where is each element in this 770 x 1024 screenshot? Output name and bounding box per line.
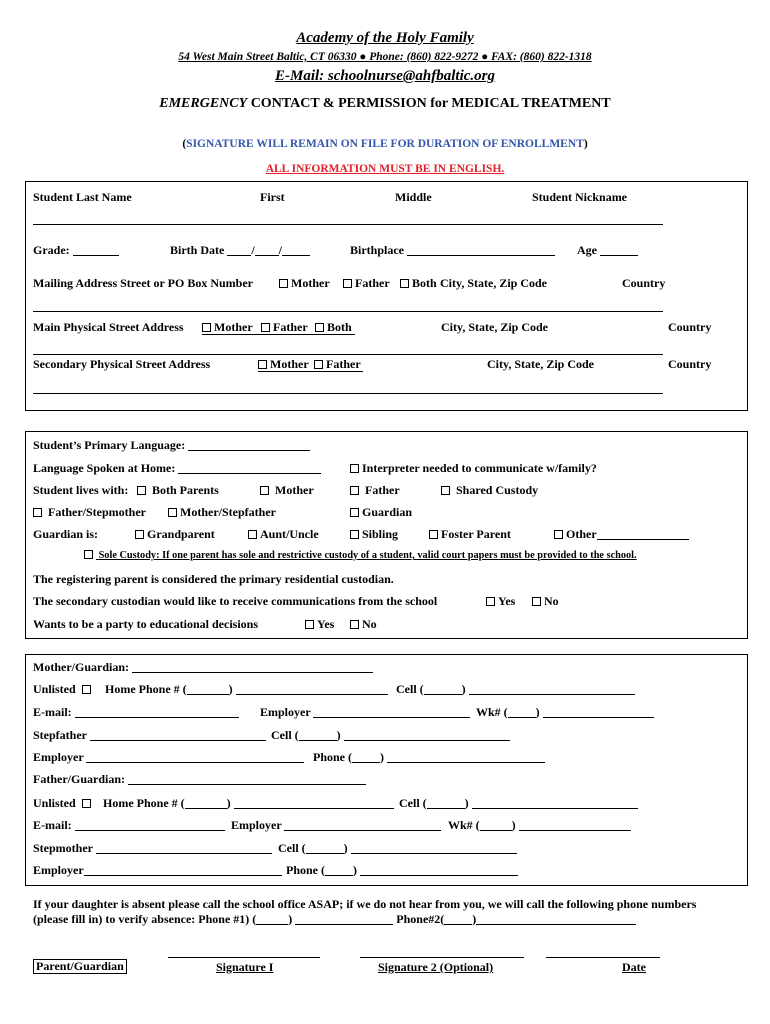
- checkbox-icon: [350, 530, 359, 539]
- label-signature1: Signature I: [216, 960, 274, 974]
- grade-field[interactable]: Grade:: [33, 243, 119, 258]
- label-secondary-city: City, State, Zip Code: [487, 357, 595, 371]
- mailing-both-checkbox[interactable]: Both: [400, 276, 437, 291]
- mailing-address-line[interactable]: [33, 311, 663, 312]
- father-stepmother-checkbox[interactable]: Father/Stepmother: [33, 505, 146, 520]
- label-main-city: City, State, Zip Code: [441, 320, 549, 334]
- father-home-phone-field[interactable]: Home Phone # ( ): [103, 796, 394, 811]
- main-both-checkbox[interactable]: Both: [315, 320, 352, 335]
- sibling-checkbox[interactable]: Sibling: [350, 527, 398, 542]
- checkbox-icon: [261, 323, 270, 332]
- father-guardian-field[interactable]: Father/Guardian:: [33, 772, 366, 787]
- secondary-physical-line[interactable]: [33, 393, 663, 394]
- mother-cell-field[interactable]: Cell ( ): [396, 682, 635, 697]
- label-mailing-city: City, State, Zip Code: [440, 276, 548, 290]
- checkbox-icon: [168, 508, 177, 517]
- label-parent-guardian: Parent/Guardian: [33, 959, 127, 974]
- label-secondary-physical: Secondary Physical Street Address: [33, 357, 211, 371]
- checkbox-icon: [350, 464, 359, 473]
- school-email: E-Mail: schoolnurse@ahfbaltic.org: [274, 68, 495, 84]
- absence-note-line1: If your daughter is absent please call the school office ASAP; if we do not hear from you, we will call the following phone numbers: [33, 897, 697, 911]
- form-title: EMERGENCY CONTACT & PERMISSION for MEDICAL TREATMENT: [159, 96, 611, 111]
- secondary-custodian-yes[interactable]: Yes: [486, 594, 515, 609]
- student-name-line[interactable]: [33, 224, 663, 225]
- primary-language-field[interactable]: Student’s Primary Language:: [33, 438, 310, 453]
- sole-custody-checkbox[interactable]: Sole Custody: If one parent has sole and restrictive custody of a student, valid court papers must be provided to the school.: [84, 550, 637, 561]
- mother-employer-field[interactable]: Employer: [260, 705, 470, 720]
- label-party-decisions: Wants to be a party to educational decisions: [33, 617, 259, 631]
- stepmother-phone-field[interactable]: Phone ( ): [286, 863, 518, 878]
- checkbox-icon: [84, 550, 93, 559]
- checkbox-icon: [260, 486, 269, 495]
- father-work-phone-field[interactable]: Wk# ( ): [448, 818, 631, 833]
- mother-work-phone-field[interactable]: Wk# ( ): [476, 705, 654, 720]
- student-info-box: [25, 181, 748, 411]
- checkbox-icon: [400, 279, 409, 288]
- lives-father-checkbox[interactable]: Father: [350, 483, 400, 498]
- checkbox-icon: [314, 360, 323, 369]
- label-date: Date: [622, 960, 646, 974]
- father-employer-field[interactable]: Employer: [231, 818, 441, 833]
- main-mother-checkbox[interactable]: Mother: [202, 320, 253, 335]
- checkbox-icon: [343, 279, 352, 288]
- birth-date-field[interactable]: Birth Date / /: [170, 243, 310, 258]
- grandparent-checkbox[interactable]: Grandparent: [135, 527, 215, 542]
- father-cell-field[interactable]: Cell ( ): [399, 796, 638, 811]
- secondary-custodian-no[interactable]: No: [532, 594, 559, 609]
- spoken-home-field[interactable]: Language Spoken at Home:: [33, 461, 321, 476]
- registering-parent-note: The registering parent is considered the primary residential custodian.: [33, 572, 394, 586]
- main-physical-line[interactable]: [33, 354, 663, 355]
- main-choice-underline: [202, 334, 355, 335]
- label-mailing-address: Mailing Address Street or PO Box Number: [33, 276, 253, 290]
- checkbox-icon: [350, 620, 359, 629]
- label-middle: Middle: [395, 190, 432, 204]
- lives-mother-checkbox[interactable]: Mother: [260, 483, 314, 498]
- english-note: ALL INFORMATION MUST BE IN ENGLISH.: [265, 163, 505, 175]
- interpreter-checkbox[interactable]: Interpreter needed to communicate w/family?: [350, 461, 597, 476]
- mother-stepfather-checkbox[interactable]: Mother/Stepfather: [168, 505, 276, 520]
- aunt-uncle-checkbox[interactable]: Aunt/Uncle: [248, 527, 319, 542]
- signature1-line[interactable]: [168, 957, 320, 958]
- checkbox-icon: [82, 799, 91, 808]
- mother-guardian-field[interactable]: Mother/Guardian:: [33, 660, 373, 675]
- other-checkbox[interactable]: Other: [554, 527, 689, 542]
- checkbox-icon: [429, 530, 438, 539]
- secondary-choice-underline: [258, 371, 363, 372]
- stepfather-field[interactable]: Stepfather: [33, 728, 266, 743]
- label-secondary-country: Country: [668, 357, 712, 371]
- label-secondary-custodian: The secondary custodian would like to receive communications from the school: [33, 594, 438, 608]
- date-line[interactable]: [546, 957, 660, 958]
- checkbox-icon: [305, 620, 314, 629]
- label-lives-with: Student lives with:: [33, 483, 129, 497]
- mother-home-phone-field[interactable]: Home Phone # ( ): [105, 682, 388, 697]
- main-father-checkbox[interactable]: Father: [261, 320, 308, 335]
- mailing-mother-checkbox[interactable]: Mother: [279, 276, 330, 291]
- checkbox-icon: [258, 360, 267, 369]
- party-decisions-yes[interactable]: Yes: [305, 617, 334, 632]
- signature2-line[interactable]: [360, 957, 524, 958]
- mother-unlisted-checkbox[interactable]: Unlisted: [33, 682, 94, 697]
- checkbox-icon: [554, 530, 563, 539]
- shared-custody-checkbox[interactable]: Shared Custody: [441, 483, 538, 498]
- father-email-field[interactable]: E-mail:: [33, 818, 225, 833]
- label-mailing-country: Country: [622, 276, 666, 290]
- stepmother-cell-field[interactable]: Cell ( ): [278, 841, 517, 856]
- secondary-father-checkbox[interactable]: Father: [314, 357, 361, 372]
- checkbox-icon: [486, 597, 495, 606]
- party-decisions-no[interactable]: No: [350, 617, 377, 632]
- checkbox-icon: [532, 597, 541, 606]
- label-main-physical: Main Physical Street Address: [33, 320, 184, 334]
- mother-email-field[interactable]: E-mail:: [33, 705, 239, 720]
- checkbox-icon: [202, 323, 211, 332]
- label-first: First: [260, 190, 285, 204]
- school-address: 54 West Main Street Baltic, CT 06330 ● Phone: (860) 822-9272 ● FAX: (860) 822-1318: [178, 51, 592, 63]
- age-field[interactable]: Age: [577, 243, 638, 258]
- father-unlisted-checkbox[interactable]: Unlisted: [33, 796, 94, 811]
- checkbox-icon: [350, 508, 359, 517]
- label-signature2: Signature 2 (Optional): [378, 960, 494, 974]
- checkbox-icon: [137, 486, 146, 495]
- label-main-country: Country: [668, 320, 712, 334]
- stepfather-cell-field[interactable]: Cell ( ): [271, 728, 510, 743]
- label-nickname: Student Nickname: [532, 190, 628, 204]
- both-parents-checkbox[interactable]: Both Parents: [137, 483, 219, 498]
- checkbox-icon: [315, 323, 324, 332]
- checkbox-icon: [441, 486, 450, 495]
- checkbox-icon: [350, 486, 359, 495]
- stepmother-field[interactable]: Stepmother: [33, 841, 272, 856]
- signature-note: (SIGNATURE WILL REMAIN ON FILE FOR DURATION OF ENROLLMENT): [182, 138, 588, 150]
- foster-parent-checkbox[interactable]: Foster Parent: [429, 527, 511, 542]
- checkbox-icon: [248, 530, 257, 539]
- school-name: Academy of the Holy Family: [296, 30, 474, 46]
- checkbox-icon: [82, 685, 91, 694]
- label-guardian-is: Guardian is:: [33, 527, 99, 541]
- stepfather-phone-field[interactable]: Phone ( ): [313, 750, 545, 765]
- checkbox-icon: [33, 508, 42, 517]
- checkbox-icon: [279, 279, 288, 288]
- secondary-mother-checkbox[interactable]: Mother: [258, 357, 309, 372]
- birthplace-field[interactable]: Birthplace: [350, 243, 555, 258]
- mailing-father-checkbox[interactable]: Father: [343, 276, 390, 291]
- stepfather-employer-field[interactable]: Employer: [33, 750, 304, 765]
- guardian-checkbox[interactable]: Guardian: [350, 505, 412, 520]
- absence-phone-fields[interactable]: (please fill in) to verify absence: Phone #1) ( ) Phone#2( ): [33, 912, 636, 927]
- checkbox-icon: [135, 530, 144, 539]
- label-last-name: Student Last Name: [33, 190, 132, 204]
- stepmother-employer-field[interactable]: Employer: [33, 863, 282, 878]
